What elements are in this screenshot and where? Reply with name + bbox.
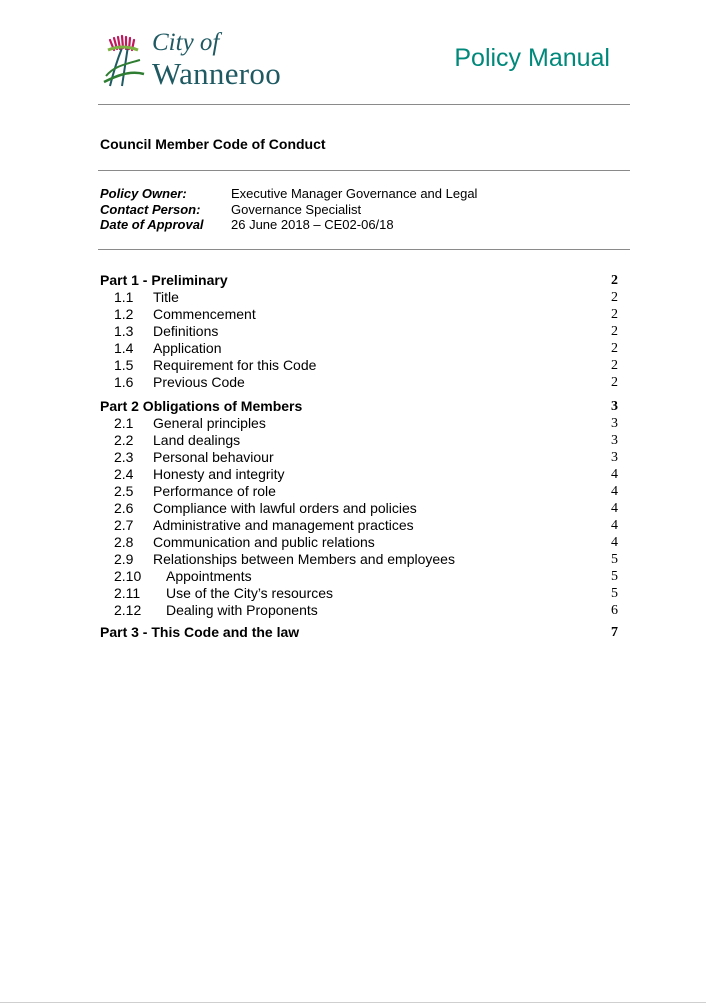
toc-entry[interactable] <box>100 483 620 500</box>
toc-entry-title: Requirement for this Code <box>153 357 317 373</box>
toc-entry-number: 2.2 <box>114 432 134 448</box>
toc-page-number: 2 <box>611 375 618 390</box>
toc-entry-title: Title <box>153 289 179 305</box>
logo-text-wanneroo: Wanneroo <box>152 56 282 91</box>
toc-page-number: 4 <box>611 535 618 550</box>
toc-entry[interactable] <box>100 500 620 517</box>
toc-entry-number: 1.5 <box>114 357 134 373</box>
toc-part-3[interactable] <box>100 624 620 641</box>
document-title: Council Member Code of Conduct <box>100 136 326 152</box>
toc-page-number: 3 <box>611 399 618 414</box>
toc-part-1[interactable] <box>100 272 620 289</box>
toc-entry-number: 1.1 <box>114 289 134 305</box>
policy-manual-title: Policy Manual <box>454 44 610 72</box>
toc-entry-number: 2.9 <box>114 551 134 567</box>
toc-entry[interactable] <box>100 306 620 323</box>
toc-entry[interactable] <box>100 357 620 374</box>
toc-page-number: 2 <box>611 290 618 305</box>
toc-entry-title: Land dealings <box>153 432 241 448</box>
toc-page-number: 6 <box>611 603 618 618</box>
toc-entry-title: General principles <box>153 415 266 431</box>
page-edge <box>0 1002 706 1003</box>
toc-entry[interactable] <box>100 432 620 449</box>
toc-entry[interactable] <box>100 602 620 619</box>
toc-page-number: 5 <box>611 586 618 601</box>
toc-entry-number: 2.1 <box>114 415 134 431</box>
toc-entry-number: 2.3 <box>114 449 134 465</box>
toc-entry[interactable] <box>100 374 620 391</box>
toc-entry[interactable] <box>100 585 620 602</box>
toc-entry[interactable] <box>100 289 620 306</box>
toc-entry[interactable] <box>100 466 620 483</box>
toc-entry-number: 2.8 <box>114 534 134 550</box>
toc-entry-title: Appointments <box>166 568 252 584</box>
toc-entry-title: Use of the City’s resources <box>166 585 334 601</box>
toc-entry[interactable] <box>100 449 620 466</box>
toc-entry-title: Honesty and integrity <box>153 466 285 482</box>
toc-entry-title: Definitions <box>153 323 219 339</box>
toc-page-number: 7 <box>611 625 618 640</box>
toc-page-number: 4 <box>611 501 618 516</box>
toc-entry[interactable] <box>100 415 620 432</box>
toc-entry-number: 2.4 <box>114 466 134 482</box>
toc-entry-number: 2.5 <box>114 483 134 499</box>
toc-entry-number: 1.4 <box>114 340 134 356</box>
meta-label: Date of Approval <box>100 217 204 232</box>
toc-entry-number: 1.2 <box>114 306 134 322</box>
header-divider <box>98 104 630 105</box>
toc-entry-number: 1.6 <box>114 374 134 390</box>
toc-part-title: Part 1 - Preliminary <box>100 272 228 288</box>
toc-entry-number: 2.12 <box>114 602 142 618</box>
toc-entry-number: 2.7 <box>114 517 134 533</box>
toc-page-number: 4 <box>611 484 618 499</box>
toc-page-number: 5 <box>611 552 618 567</box>
toc-page-number: 4 <box>611 467 618 482</box>
toc-entry[interactable] <box>100 517 620 534</box>
toc-page-number: 4 <box>611 518 618 533</box>
toc-page-number: 3 <box>611 433 618 448</box>
toc-entry-title: Relationships between Members and employees <box>153 551 455 567</box>
toc-part-title: Part 3 - This Code and the law <box>100 624 300 640</box>
toc-entry[interactable] <box>100 323 620 340</box>
kangaroo-paw-icon <box>100 30 150 90</box>
toc-entry-number: 2.11 <box>114 585 141 601</box>
toc-entry[interactable] <box>100 551 620 568</box>
toc-entry-title: Application <box>153 340 222 356</box>
toc-entry-title: Commencement <box>153 306 256 322</box>
title-divider <box>98 170 630 171</box>
toc-entry-number: 1.3 <box>114 323 134 339</box>
toc-page-number: 2 <box>611 324 618 339</box>
meta-divider <box>98 249 630 250</box>
toc-entry-title: Performance of role <box>153 483 276 499</box>
toc-entry[interactable] <box>100 568 620 585</box>
toc-entry[interactable] <box>100 340 620 357</box>
toc-entry-title: Dealing with Proponents <box>166 602 318 618</box>
toc-part-2[interactable] <box>100 398 620 415</box>
toc-page-number: 2 <box>611 307 618 322</box>
toc-entry-title: Personal behaviour <box>153 449 274 465</box>
toc-page-number: 5 <box>611 569 618 584</box>
meta-value: Executive Manager Governance and Legal <box>231 186 478 201</box>
toc-entry-title: Administrative and management practices <box>153 517 414 533</box>
logo-text-city: City of <box>152 29 220 56</box>
toc-page-number: 3 <box>611 450 618 465</box>
toc-entry-title: Communication and public relations <box>153 534 375 550</box>
toc-entry-title: Previous Code <box>153 374 245 390</box>
meta-label: Contact Person: <box>100 202 201 217</box>
toc-page-number: 2 <box>611 341 618 356</box>
toc-entry[interactable] <box>100 534 620 551</box>
toc-page-number: 2 <box>611 273 618 288</box>
meta-label: Policy Owner: <box>100 186 187 201</box>
toc-entry-title: Compliance with lawful orders and policies <box>153 500 417 516</box>
toc-entry-number: 2.6 <box>114 500 134 516</box>
meta-value: Governance Specialist <box>231 202 362 217</box>
meta-value: 26 June 2018 – CE02-06/18 <box>231 217 394 232</box>
city-logo <box>100 30 300 90</box>
toc-page-number: 2 <box>611 358 618 373</box>
toc-part-title: Part 2 Obligations of Members <box>100 398 303 414</box>
toc-entry-number: 2.10 <box>114 568 142 584</box>
toc-page-number: 3 <box>611 416 618 431</box>
